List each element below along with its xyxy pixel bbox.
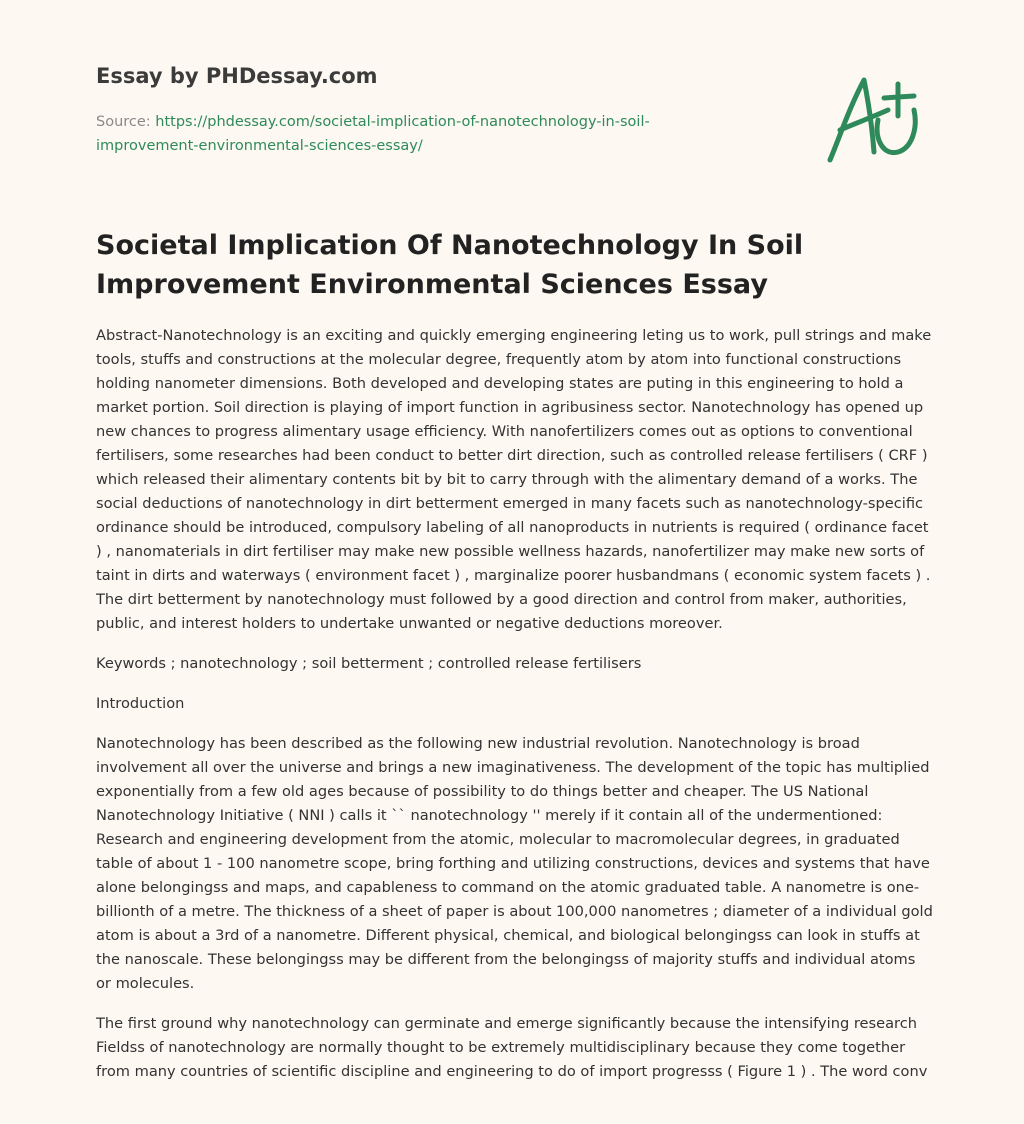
body-paragraph: The first ground why nanotechnology can germinate and emerge significantly because the intensifying research Fieldss of nanotechnology are normally thought to be extremely multidisciplinary because they come together from many countries of scientific discipline and engineering to do of import progresss ( Figure 1 ) . The word conv	[96, 1015, 928, 1080]
body-paragraph: Nanotechnology has been described as the following new industrial revolution. Nanotechnology is broad involvement all over the universe and brings a new imaginativeness. The development of the topic has multiplied exponentially from a few old ages because of possibility to do things better and cheaper. The US National Nanotechnology Initiative ( NNI ) calls it `` nanotechnology '' merely if it contain all of the undermentioned: Research and engineering development from the atomic, molecular to macromolecular degrees, in graduated table of about 1 - 100 nanometre scope, bring forthing and utilizing constructions, devices and systems that have alone belongingss and maps, and capableness to command on the atomic graduated table. A nanometre is one-billionth of a metre. The thickness of a sheet of paper is about 100,000 nanometres ; diameter of a individual gold atom is about a 3rd of a nanometre. Different physical, chemical, and biological belongingss can look in stuffs at the nanoscale. These belongingss may be different from the belongingss of majority stuffs and individual atoms or molecules.	[96, 735, 933, 992]
essay-body	[96, 324, 934, 1100]
keywords-paragraph: Keywords ; nanotechnology ; soil betterment ; controlled release fertilisers	[96, 655, 642, 672]
a-plus-logo-icon	[818, 66, 938, 166]
section-heading-introduction: Introduction	[96, 695, 185, 712]
source-link[interactable]: https://phdessay.com/societal-implication-of-nanotechnology-in-soil-improvement-environmental-sciences-essay/	[96, 114, 650, 154]
site-brand: Essay by PHDessay.com	[96, 64, 378, 88]
source-line	[96, 110, 696, 158]
essay-title: Societal Implication Of Nanotechnology In Soil Improvement Environmental Sciences Essay	[96, 230, 804, 300]
abstract-paragraph: Abstract-Nanotechnology is an exciting and quickly emerging engineering leting us to work, pull strings and make tools, stuffs and constructions at the molecular degree, frequently atom by atom into functional constructions holding nanometer dimensions. Both developed and developing states are puting in this engineering to hold a market portion. Soil direction is playing of import function in agribusiness sector. Nanotechnology has opened up new chances to progress alimentary usage efficiency. With nanofertilizers comes out as options to conventional fertilisers, some researches had been conduct to better dirt direction, such as controlled release fertilisers ( CRF ) which released their alimentary contents bit by bit to carry through with the alimentary demand of a works. The social deductions of nanotechnology in dirt betterment emerged in many facets such as nanotechnology-specific ordinance should be introduced, compulsory labeling of all nanoproducts in nutrients is required ( ordinance facet ) , nanomaterials in dirt fertiliser may make new possible wellness hazards, nanofertilizer may make new sorts of taint in dirts and waterways ( environment facet ) , marginalize poorer husbandmans ( economic system facets ) . The dirt betterment by nanotechnology must followed by a good direction and control from maker, authorities, public, and interest holders to undertake unwanted or negative deductions moreover.	[96, 327, 932, 632]
source-label: Source:	[96, 114, 156, 130]
